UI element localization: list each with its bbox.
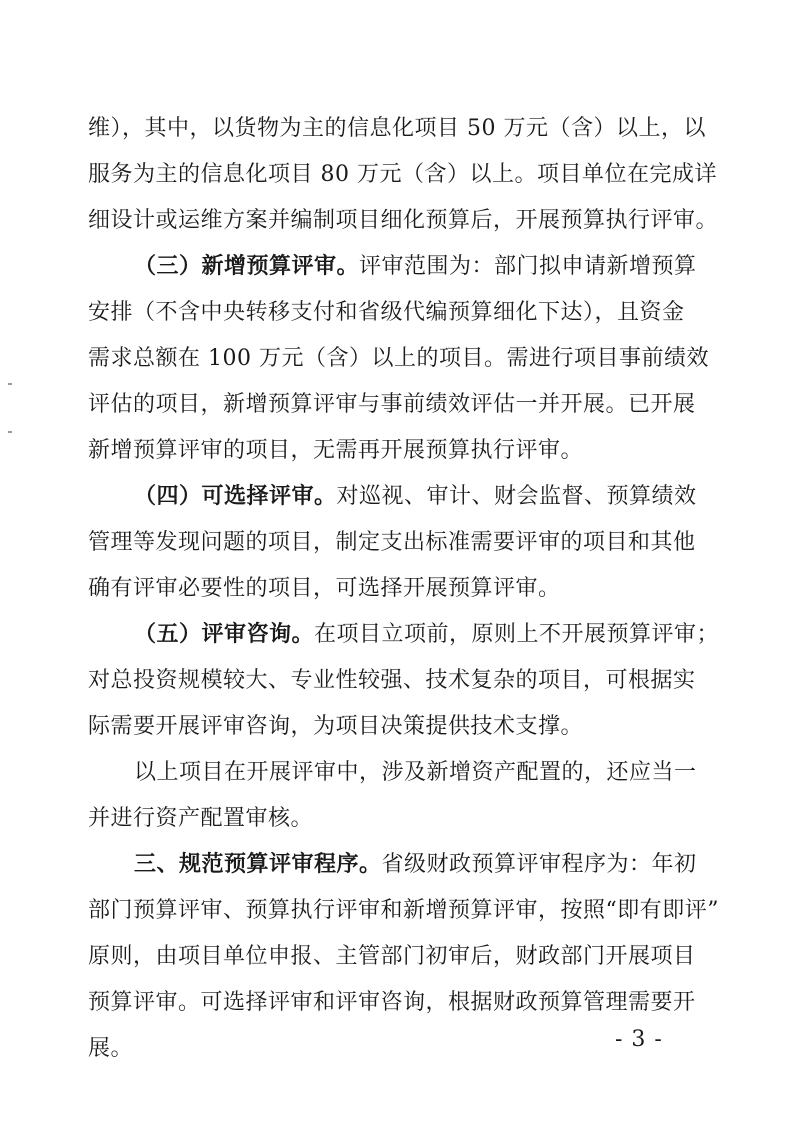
- body-line: [88, 198, 793, 244]
- line-text: 需求总额在 100 万元（含）以上的项目。需进行项目事前绩效: [88, 346, 709, 371]
- body-line: [88, 888, 793, 934]
- line-text: 安排（不含中央转移支付和省级代编预算细化下达），且资金: [88, 300, 685, 325]
- page-number: - 3 -: [615, 1027, 663, 1052]
- section-heading: （三）新增预算评审。: [134, 254, 360, 279]
- section-heading: （四）可选择评审。: [134, 484, 337, 509]
- line-text: 细设计或运维方案并编制项目细化预算后，开展预算执行评审。: [88, 208, 719, 233]
- body-line: [88, 658, 793, 704]
- body-line: [88, 382, 793, 428]
- body-line: [88, 152, 793, 198]
- scan-mark: [8, 431, 12, 433]
- line-text: 以上项目在开展评审中，涉及新增资产配置的，还应当一: [134, 760, 697, 785]
- body-line: [88, 704, 793, 750]
- body-line: [88, 980, 793, 1026]
- body-line: [88, 796, 793, 842]
- body-line: [88, 1026, 288, 1072]
- line-text: 新增预算评审的项目，无需再开展预算执行评审。: [88, 438, 584, 463]
- line-text: 在项目立项前，原则上不开展预算评审；: [314, 622, 720, 647]
- line-text: 部门预算评审、预算执行评审和新增预算评审，按照“即有即评”: [88, 898, 719, 923]
- section-heading: （五）评审咨询。: [134, 622, 315, 647]
- line-text: 维），其中，以货物为主的信息化项目 50 万元（含）以上，以: [88, 116, 706, 141]
- body-line: [88, 520, 793, 566]
- line-text: 服务为主的信息化项目 80 万元（含）以上。项目单位在完成详: [88, 162, 717, 187]
- line-text: 对巡视、审计、财会监督、预算绩效: [336, 484, 697, 509]
- body-line: [88, 336, 793, 382]
- body-line: [134, 750, 793, 796]
- line-text: 确有评审必要性的项目，可选择开展预算评审。: [88, 576, 561, 601]
- body-line: [88, 290, 793, 336]
- section-heading-line: [134, 474, 793, 520]
- line-text: 评审范围为：部门拟申请新增预算: [359, 254, 697, 279]
- body-line: [88, 566, 793, 612]
- line-text: 评估的项目，新增预算评审与事前绩效评估一并开展。已开展: [88, 392, 696, 417]
- scan-mark: [8, 383, 12, 385]
- line-text: 际需要开展评审咨询，为项目决策提供技术支撑。: [88, 714, 584, 739]
- line-text: 省级财政预算评审程序为：年初: [381, 852, 697, 877]
- section-heading-line: [134, 244, 793, 290]
- line-text: 展。: [88, 1036, 134, 1061]
- line-text: 并进行资产配置审核。: [88, 806, 314, 831]
- body-line: [88, 428, 793, 474]
- line-text: 管理等发现问题的项目，制定支出标准需要评审的项目和其他: [88, 530, 696, 555]
- body-line: [88, 934, 793, 980]
- line-text: 预算评审。可选择评审和评审咨询，根据财政预算管理需要开: [88, 990, 696, 1015]
- line-text: 原则，由项目单位申报、主管部门初审后，财政部门开展项目: [88, 944, 696, 969]
- body-line: [88, 106, 793, 152]
- section-heading-line: [134, 842, 793, 888]
- line-text: 对总投资规模较大、专业性较强、技术复杂的项目，可根据实: [88, 668, 696, 693]
- section-heading-line: [134, 612, 793, 658]
- section-heading: 三、规范预算评审程序。: [134, 852, 382, 877]
